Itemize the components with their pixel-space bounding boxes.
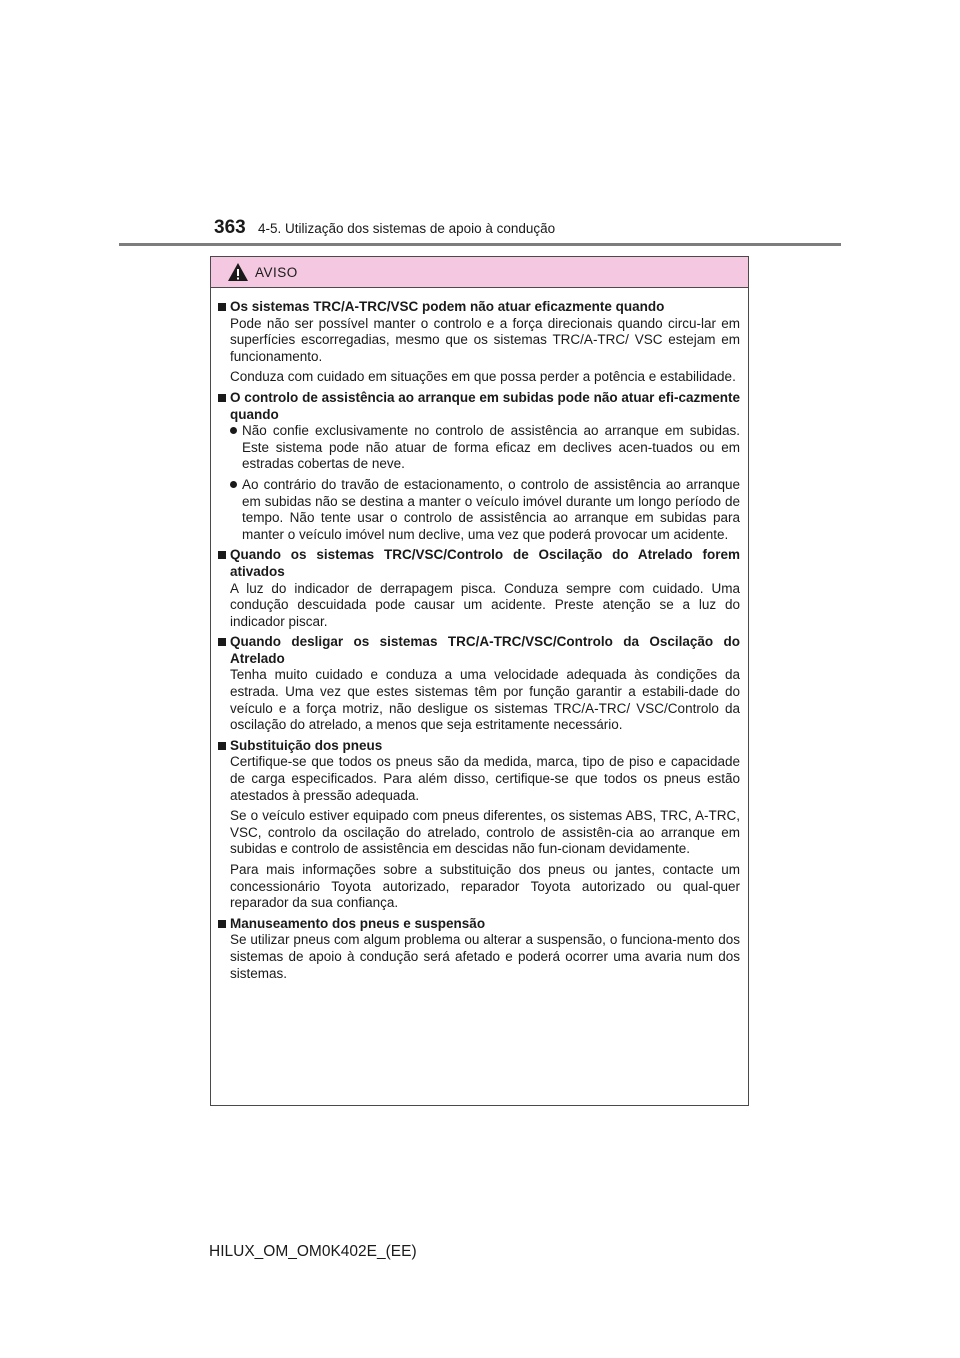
page-number: 363: [214, 217, 246, 238]
round-bullet-icon: [230, 481, 237, 488]
round-bullet-icon: [230, 427, 237, 434]
section-paragraph: Se utilizar pneus com algum problema ou alterar a suspensão, o funciona-mento dos sistemas de apoio à condução será afetado e poderá ocorrer uma avaria num dos sistemas.: [230, 932, 740, 981]
square-bullet-icon: [218, 303, 226, 311]
warning-section: [218, 547, 740, 630]
section-heading: [218, 916, 740, 933]
section-paragraph: Certifique-se que todos os pneus são da medida, marca, tipo de piso e capacidade de carga especificados. Para além disso, certifique-se que todos os pneus estão atestados à pressão adequada.: [230, 754, 740, 803]
document-code: HILUX_OM_OM0K402E_(EE): [209, 1243, 417, 1260]
warning-section: [218, 634, 740, 734]
square-bullet-icon: [218, 742, 226, 750]
bullet-text: Não confie exclusivamente no controlo de assistência ao arranque em subidas. Este sistema pode não atuar de forma eficaz em declives acen-tuados ou em estradas cobertas de neve.: [242, 423, 740, 472]
square-bullet-icon: [218, 920, 226, 928]
section-heading: [218, 390, 740, 423]
warning-section: [218, 916, 740, 982]
section-heading: [218, 547, 740, 580]
header-divider: [119, 243, 841, 246]
section-paragraph: Tenha muito cuidado e conduza a uma velocidade adequada às condições da estrada. Uma vez que estes sistemas têm por função garantir a estabili-dade do veículo e a força motriz, não desligue os sistemas TRC/A-TRC/ VSC/Controlo da oscilação do atrelado, a menos que seja estritamente necessário.: [230, 667, 740, 733]
section-paragraph: Para mais informações sobre a substituição dos pneus ou jantes, contacte um concessionário Toyota autorizado, reparador Toyota autorizado ou qual-quer reparador da sua confiança.: [230, 862, 740, 911]
section-heading: [218, 634, 740, 667]
section-paragraph: Conduza com cuidado em situações em que possa perder a potência e estabilidade.: [230, 369, 736, 385]
section-paragraph: Pode não ser possível manter o controlo e a força direcionais quando circu-lar em superfícies escorregadias, mesmo que os sistemas TRC/A-TRC/ VSC estejam em funcionamento.: [230, 315, 740, 364]
warning-triangle-icon: [227, 262, 249, 282]
bullet-item: [230, 423, 740, 473]
warning-header: [211, 257, 748, 288]
section-title: 4-5. Utilização dos sistemas de apoio à condução: [258, 221, 556, 236]
warning-body: [211, 288, 748, 982]
section-paragraph: Se o veículo estiver equipado com pneus diferentes, os sistemas ABS, TRC, A-TRC, VSC, controlo da oscilação do atrelado, controlo de assistên-cia ao arranque em subidas e controlo de assistência em descidas não fun-cionam devidamente.: [230, 808, 740, 857]
square-bullet-icon: [218, 551, 226, 559]
bullet-text: Ao contrário do travão de estacionamento, o controlo de assistência ao arranque em subidas não se destina a manter o veículo imóvel durante um longo período de tempo. Não tente usar o controlo de assistência ao arranque em subidas para manter o veículo imóvel num declive, uma vez que poderá provocar um acidente.: [242, 476, 740, 542]
warning-section: [218, 738, 740, 912]
section-heading-text: Substituição dos pneus: [230, 737, 383, 753]
section-heading-text: Quando desligar os sistemas TRC/A-TRC/VSC/Controlo da Oscilação do Atrelado: [230, 634, 740, 666]
section-heading-text: Quando os sistemas TRC/VSC/Controlo de Oscilação do Atrelado forem ativados: [230, 547, 740, 579]
square-bullet-icon: [218, 394, 226, 402]
section-paragraph: A luz do indicador de derrapagem pisca. Conduza sempre com cuidado. Uma condução descuidada pode causar um acidente. Preste atenção se a luz do indicador piscar.: [230, 580, 740, 629]
warning-section: [218, 299, 740, 386]
section-heading-text: O controlo de assistência ao arranque em subidas pode não atuar efi-cazmente quando: [230, 389, 740, 422]
square-bullet-icon: [218, 638, 226, 646]
section-heading-text: Os sistemas TRC/A-TRC/VSC podem não atuar eficazmente quando: [230, 299, 665, 314]
warning-label: AVISO: [255, 264, 298, 280]
bullet-item: [230, 477, 740, 543]
warning-box: [210, 256, 749, 1106]
section-heading-text: Manuseamento dos pneus e suspensão: [230, 915, 486, 931]
section-heading: [218, 738, 740, 755]
warning-section: [218, 390, 740, 543]
section-heading: [218, 299, 740, 316]
